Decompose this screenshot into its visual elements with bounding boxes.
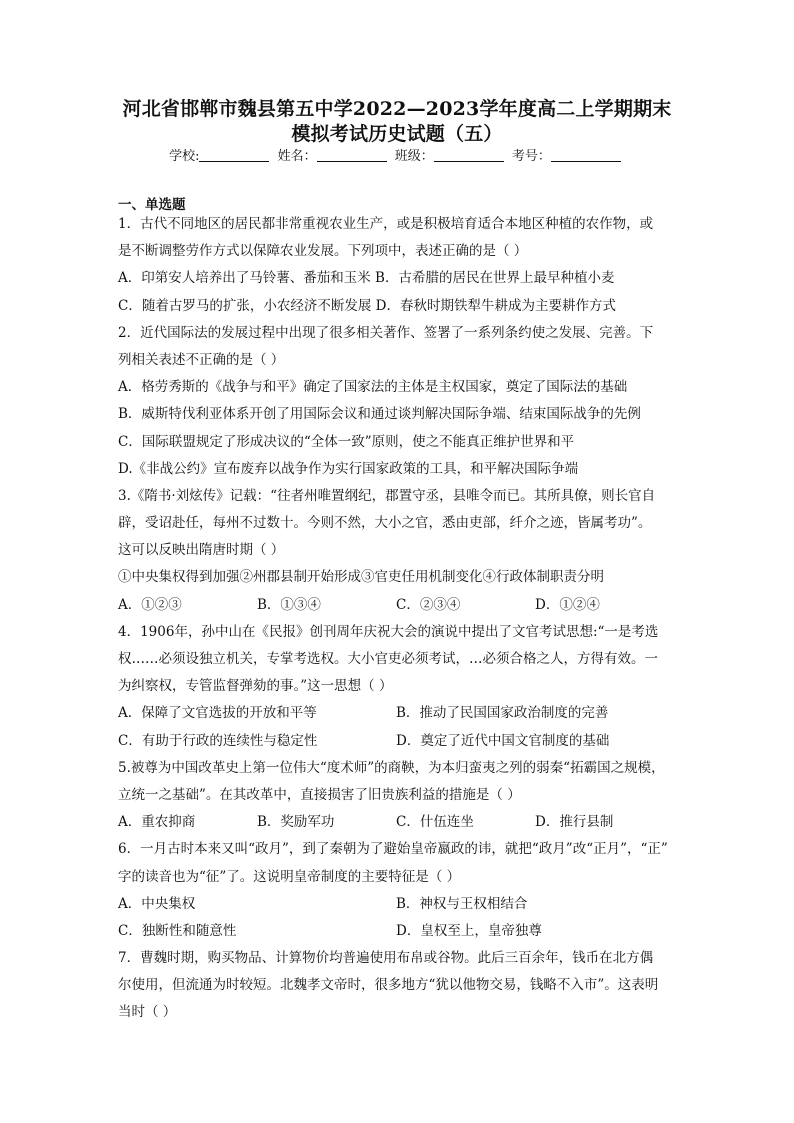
school-blank[interactable]	[199, 148, 269, 162]
q7-stem-line1: 7．曹魏时期，购买物品、计算物价均普遍使用布帛或谷物。此后三百余年，钱币在北方偶	[118, 950, 654, 967]
school-label: 学校:	[169, 149, 200, 164]
q4-option-d: D．奠定了近代中国文官制度的基础	[396, 732, 610, 749]
q2-option-d: D.《非战公约》宣布废弃以战争作为实行国家政策的工具，和平解决国际争端	[118, 460, 579, 477]
q5-option-c: C．什伍连坐	[396, 814, 474, 831]
q6-options-ab	[118, 891, 678, 918]
class-blank[interactable]	[434, 148, 504, 162]
q1-stem-line2: 是不断调整劳作方式以保障农业发展。下列项中，表述正确的是（ ）	[118, 243, 528, 260]
q1-stem-line1: 1．古代不同地区的居民都非常重视农业生产，或是积极培育适合本地区种植的农作物，或	[118, 216, 654, 232]
q5-option-b: B．奖励军功	[257, 814, 335, 831]
questions-body	[118, 211, 678, 1027]
exam-title-line1: 河北省邯郸市魏县第五中学2022—2023学年度高二上学期期末	[122, 98, 672, 120]
q2-stem-line2: 列相关表述不正确的是（ ）	[118, 351, 285, 368]
q4-option-a: A．保障了文官选拔的开放和平等	[118, 705, 317, 722]
q2-stem-line1: 2．近代国际法的发展过程中出现了很多相关著作、签署了一系列条约使之发展、完善。下	[118, 324, 654, 341]
q3-statements: ①中央集权得到加强②州郡县制开始形成③官吏任用机制变化④行政体制职责分明	[118, 569, 604, 586]
q4-options-ab	[118, 700, 678, 727]
q3-option-d: D．①②④	[535, 596, 600, 613]
q6-option-a: A．中央集权	[118, 895, 196, 912]
q3-option-c: C．②③④	[396, 596, 461, 613]
q3-stem-line3: 这可以反映出隋唐时期（ ）	[118, 542, 285, 559]
exam-title-line2: 模拟考试历史试题（五）	[291, 123, 503, 145]
number-label: 考号：	[511, 149, 551, 164]
q4-option-c: C．有助于行政的连续性与稳定性	[118, 732, 318, 749]
q4-stem-line2: 权……必须设独立机关，专掌考选权。大小官吏必须考试，…必须合格之人，方得有效。一	[118, 651, 658, 667]
q1-options-ab: A．印第安人培养出了马铃薯、番茄和玉米 B．古希腊的居民在世界上最早种植小麦	[118, 270, 615, 287]
q2-option-a: A．格劳秀斯的《战争与和平》确定了国家法的主体是主权国家，奠定了国际法的基础	[118, 379, 628, 396]
q6-option-c: C．独断性和随意性	[118, 922, 237, 939]
q7-stem-line2: 尔使用，但流通为时较短。北魏孝文帝时，很多地方“犹以他物交易，钱略不入市”。这表明	[118, 977, 659, 994]
q5-stem-line1: 5.被尊为中国改革史上第一位伟大“度术师”的商鞅，为本归蛮夷之列的弱秦“拓霸国之规模，	[118, 759, 665, 776]
q2-option-b: B．威斯特伐利亚体系开创了用国际会议和通过谈判解决国际争端、结束国际战争的先例	[118, 406, 641, 423]
q6-stem-line1: 6．一月古时本来又叫“政月”，到了秦朝为了避始皇帝嬴政的讳，就把“政月”改“正月”，“正”	[118, 841, 668, 858]
q3-option-b: B．①③④	[257, 596, 321, 613]
name-blank[interactable]	[317, 148, 387, 162]
q1-options-cd: C．随着古罗马的扩张，小农经济不断发展 D．春秋时期铁犁牛耕成为主要耕作方式	[118, 297, 616, 314]
q4-stem-line1: 4．1906年，孙中山在《民报》创刊周年庆祝大会的演说中提出了文官考试思想:“一是考选	[118, 623, 659, 640]
q7-stem-line3: 当时（ ）	[118, 1004, 177, 1021]
student-info-row	[0, 148, 794, 166]
q6-options-cd	[118, 918, 678, 945]
name-label: 姓名：	[277, 149, 317, 164]
q6-stem-line2: 字的读音也为“征”了。这说明皇帝制度的主要特征是（ ）	[118, 868, 461, 885]
number-blank[interactable]	[551, 148, 621, 162]
q3-options	[118, 592, 678, 619]
q4-option-b: B．推动了民国国家政治制度的完善	[396, 705, 609, 722]
q3-stem-line1: 3.《隋书·刘炫传》记载：“往者州唯置纲纪，郡置守丞，县唯令而已。其所具僚，则长官自	[118, 487, 656, 504]
q3-stem-line2: 辟，受诏赴任，每州不过数十。今则不然，大小之官，悉由吏部，纤介之迹，皆属考功”。	[118, 515, 652, 532]
q6-option-b: B．神权与王权相结合	[396, 895, 528, 912]
q5-stem-line2: 立统一之基础”。在其改革中，直接损害了旧贵族利益的措施是（ ）	[118, 786, 521, 803]
q5-option-a: A．重农抑商	[118, 814, 196, 831]
q5-options	[118, 809, 678, 836]
q4-stem-line3: 为纠察权，专管监督弹劾的事。”这一思想（ ）	[118, 678, 393, 695]
q4-options-cd	[118, 728, 678, 755]
q2-option-c: C．国际联盟规定了形成决议的“全体一致”原则，使之不能真正维护世界和平	[118, 433, 575, 450]
q6-option-d: D．皇权至上，皇帝独尊	[396, 922, 542, 939]
q3-option-a: A．①②③	[118, 596, 182, 613]
class-label: 班级：	[394, 149, 434, 164]
section-heading: 一、单选题	[118, 197, 186, 213]
q5-option-d: D．推行县制	[535, 814, 614, 831]
